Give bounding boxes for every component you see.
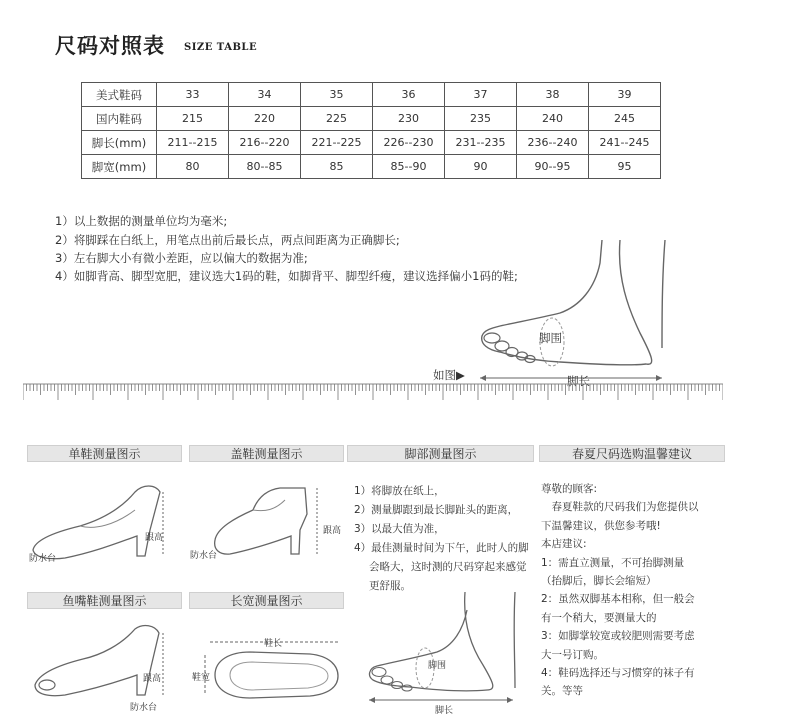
advice-line: 下温馨建议，供您参考哦! bbox=[541, 519, 661, 532]
size-table-row bbox=[82, 131, 661, 155]
single-shoe-header: 单鞋测量图示 bbox=[27, 445, 182, 462]
note-2: 2）将脚踩在白纸上，用笔点出前后最长点，两点间距离为正确脚长; bbox=[55, 233, 400, 247]
size-table-cell: 231--235 bbox=[445, 131, 517, 155]
advice-header: 春夏尺码选购温馨建议 bbox=[539, 445, 725, 462]
peep-toe-heel-label: 跟高 bbox=[143, 674, 162, 684]
size-table-cell: 221--225 bbox=[301, 131, 373, 155]
size-table bbox=[81, 82, 661, 179]
size-table-cell: 245 bbox=[589, 107, 661, 131]
boot-header: 盖鞋测量图示 bbox=[189, 445, 344, 462]
size-table-cell: 211--215 bbox=[157, 131, 229, 155]
size-table-row-label: 国内鞋码 bbox=[82, 107, 157, 131]
advice-line: 尊敬的顾客: bbox=[541, 483, 598, 495]
foot-circumference-label: 脚围 bbox=[539, 331, 562, 345]
size-table-row bbox=[82, 155, 661, 179]
size-table-cell: 220 bbox=[229, 107, 301, 131]
advice-line: 2：虽然双脚基本相称，但一般会 bbox=[541, 593, 695, 606]
size-table-cell: 36 bbox=[373, 83, 445, 107]
advice-line: 3：如脚掌较宽或较肥则需要考虑 bbox=[541, 630, 695, 643]
foot-step-2: 2）测量脚跟到最长脚趾头的距离， bbox=[354, 504, 519, 516]
arrow-right-icon: ▶ bbox=[456, 368, 465, 382]
note-3: 3）左右脚大小有微小差距，应以偏大的数据为准; bbox=[55, 251, 308, 265]
foot-measure-length-label: 脚长 bbox=[435, 706, 454, 716]
advice-line: 1：需直立测量，不可抬脚测量 bbox=[541, 556, 685, 569]
boot-platform-label: 防水台 bbox=[190, 551, 218, 561]
size-table-cell: 226--230 bbox=[373, 131, 445, 155]
advice-line: （抬脚后，脚长会缩短） bbox=[541, 575, 657, 588]
size-table-cell: 240 bbox=[517, 107, 589, 131]
peep-toe-platform-label: 防水台 bbox=[130, 703, 158, 713]
peep-toe-shoe-illustration bbox=[25, 615, 185, 715]
size-table-row-label: 脚宽(mm) bbox=[82, 155, 157, 179]
advice-line: 大一号订购。 bbox=[541, 648, 604, 661]
size-table-cell: 90--95 bbox=[517, 155, 589, 179]
as-shown-label: 如图▶ bbox=[433, 368, 465, 382]
foot-measure-circumference-label: 脚围 bbox=[428, 661, 447, 671]
foot-length-label: 脚长 bbox=[567, 374, 590, 388]
shoe-width-label: 鞋宽 bbox=[192, 673, 211, 683]
size-table-cell: 35 bbox=[301, 83, 373, 107]
advice-line: 关。等等 bbox=[541, 685, 583, 698]
size-table-cell: 95 bbox=[589, 155, 661, 179]
size-table-row-label: 美式鞋码 bbox=[82, 83, 157, 107]
bootie-illustration bbox=[195, 470, 345, 570]
foot-measure-illustration bbox=[365, 590, 535, 710]
ruler bbox=[23, 383, 723, 405]
advice-text bbox=[541, 480, 727, 701]
length-width-header: 长宽测量图示 bbox=[189, 592, 344, 609]
foot-measure-header: 脚部测量图示 bbox=[347, 445, 534, 462]
size-table-cell: 85 bbox=[301, 155, 373, 179]
foot-step-1: 1）将脚放在纸上， bbox=[354, 485, 445, 497]
size-table-cell: 34 bbox=[229, 83, 301, 107]
advice-line: 4：鞋码选择还与习惯穿的袜子有 bbox=[541, 667, 695, 680]
shoe-length-label: 鞋长 bbox=[264, 639, 283, 649]
shoe-top-view-illustration bbox=[190, 620, 345, 710]
size-table-cell: 80 bbox=[157, 155, 229, 179]
size-table-row-label: 脚长(mm) bbox=[82, 131, 157, 155]
note-1: 1）以上数据的测量单位均为毫米; bbox=[55, 214, 228, 228]
foot-side-illustration bbox=[470, 238, 680, 388]
size-table-cell: 215 bbox=[157, 107, 229, 131]
size-table-cell: 90 bbox=[445, 155, 517, 179]
note-4: 4）如脚背高、脚型宽肥，建议选大1码的鞋，如脚背平、脚型纤瘦，建议选择偏小1码的鞋; bbox=[55, 269, 518, 283]
advice-line: 本店建议: bbox=[541, 538, 587, 551]
foot-step-4: 4）最佳测量时间为下午，此时人的脚 bbox=[354, 542, 529, 554]
size-table-cell: 33 bbox=[157, 83, 229, 107]
size-table-cell: 39 bbox=[589, 83, 661, 107]
size-table-cell: 37 bbox=[445, 83, 517, 107]
size-table-row bbox=[82, 83, 661, 107]
single-shoe-heel-label: 跟高 bbox=[145, 533, 164, 543]
size-table-cell: 38 bbox=[517, 83, 589, 107]
size-table-row bbox=[82, 107, 661, 131]
foot-step-4-cont-1: 会略大，这时测的尺码穿起来感觉 bbox=[369, 561, 527, 573]
size-table-cell: 225 bbox=[301, 107, 373, 131]
peep-toe-header: 鱼嘴鞋测量图示 bbox=[27, 592, 182, 609]
boot-heel-label: 跟高 bbox=[323, 526, 342, 536]
foot-step-3: 3）以最大值为准， bbox=[354, 523, 445, 535]
page-title: 尺码对照表 bbox=[55, 33, 165, 58]
size-table-cell: 241--245 bbox=[589, 131, 661, 155]
size-table-cell: 80--85 bbox=[229, 155, 301, 179]
size-table-cell: 236--240 bbox=[517, 131, 589, 155]
single-shoe-platform-label: 防水台 bbox=[29, 554, 57, 564]
advice-line: 有一个稍大，要测量大的 bbox=[541, 611, 657, 624]
size-table-cell: 235 bbox=[445, 107, 517, 131]
size-table-cell: 85--90 bbox=[373, 155, 445, 179]
page-subtitle: SIZE TABLE bbox=[184, 42, 258, 53]
foot-step-4-cont-2: 更舒服。 bbox=[369, 580, 411, 592]
size-table-cell: 230 bbox=[373, 107, 445, 131]
size-table-cell: 216--220 bbox=[229, 131, 301, 155]
advice-line: 春夏鞋款的尺码我们为您提供以 bbox=[541, 501, 699, 514]
